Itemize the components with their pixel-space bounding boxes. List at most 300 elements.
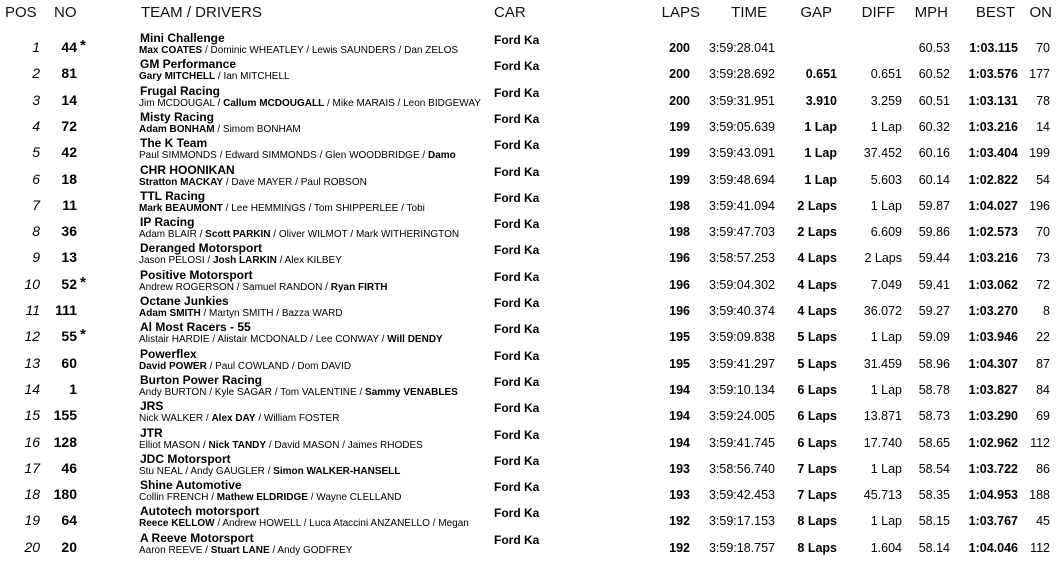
row-laps: 198 [669, 198, 690, 213]
row-diff: 45.713 [863, 488, 902, 503]
row-time: 3:59:41.297 [708, 356, 775, 371]
driver-name: Mark BEAUMONT [139, 202, 223, 214]
driver-name: Adam SMITH [139, 308, 201, 319]
row-car: Ford Ka [494, 322, 540, 337]
driver-name: Scott PARKIN [205, 229, 271, 241]
driver-separator: / [429, 518, 439, 530]
row-gap: 8 Laps [797, 514, 837, 529]
row-on: 70 [1036, 41, 1050, 55]
row-time: 3:59:43.091 [708, 146, 775, 161]
row-drivers [139, 440, 423, 452]
header-on: ON [1029, 4, 1052, 21]
row-time: 3:58:57.253 [708, 251, 775, 266]
row-mph: 58.15 [918, 514, 950, 529]
driver-name: Paul SIMMONDS [139, 150, 217, 162]
row-drivers [139, 45, 458, 57]
row-diff: 1 Lap [870, 330, 902, 345]
driver-separator: / [316, 150, 326, 162]
driver-separator: / [395, 45, 405, 56]
driver-name: Andy GAUGLER [190, 465, 265, 477]
header-no: NO [54, 4, 77, 21]
driver-separator: / [196, 229, 206, 241]
driver-separator: / [234, 281, 243, 293]
row-on: 8 [1043, 304, 1050, 318]
row-pos: 20 [24, 538, 40, 555]
row-no: 20 [61, 538, 77, 555]
driver-name: Megan [438, 518, 469, 530]
row-laps: 200 [669, 93, 690, 108]
row-on: 69 [1036, 409, 1050, 424]
row-pos: 12 [24, 328, 40, 345]
driver-separator: / [303, 45, 312, 56]
row-laps: 193 [669, 461, 690, 476]
row-best: 1:03.404 [968, 146, 1018, 161]
row-mph: 59.44 [918, 251, 950, 266]
row-mph: 58.14 [918, 540, 950, 555]
row-pos: 1 [32, 39, 40, 55]
row-team: JTR [140, 425, 163, 440]
driver-name: James RHODES [347, 439, 423, 451]
row-no: 128 [53, 433, 77, 450]
row-drivers [139, 361, 351, 373]
row-on: 199 [1029, 146, 1050, 161]
row-no: 55 [61, 328, 77, 345]
table-row [0, 190, 1062, 216]
table-row [0, 427, 1062, 453]
row-diff: 1 Lap [870, 461, 902, 476]
row-pos: 18 [24, 486, 40, 503]
row-on: 112 [1030, 540, 1050, 555]
row-car: Ford Ka [494, 59, 540, 74]
driver-name: Tom SHIPPERLEE [313, 202, 399, 214]
row-laps: 195 [669, 330, 690, 345]
driver-separator: / [264, 465, 274, 477]
row-mph: 58.35 [918, 488, 950, 503]
driver-separator: / [182, 465, 191, 477]
driver-name: David MASON [274, 439, 340, 451]
row-team: TTL Racing [140, 188, 206, 203]
row-time: 3:59:31.951 [708, 93, 775, 108]
driver-name: Ian MITCHELL [223, 71, 290, 83]
driver-name: Jason PELOSI [139, 255, 205, 267]
row-time: 3:59:47.703 [708, 225, 775, 240]
row-laps: 198 [669, 225, 690, 240]
row-no: 46 [61, 459, 77, 476]
table-row [0, 85, 1062, 111]
header-best: BEST [975, 4, 1015, 21]
row-pos: 2 [32, 65, 40, 82]
row-best: 1:03.722 [968, 461, 1018, 476]
row-best: 1:03.270 [968, 304, 1018, 318]
row-laps: 196 [669, 277, 690, 292]
row-pos: 3 [32, 91, 40, 108]
row-laps: 192 [669, 540, 690, 555]
driver-name: Max COATES [139, 45, 203, 56]
driver-name: Lewis SAUNDERS [311, 45, 396, 56]
driver-separator: / [272, 386, 281, 398]
driver-name: Callum MCDOUGALL [223, 97, 325, 109]
row-mph: 59.41 [918, 277, 950, 292]
row-laps: 200 [669, 41, 690, 55]
row-time: 3:59:48.694 [708, 172, 775, 187]
row-laps: 199 [669, 172, 690, 187]
row-gap: 1 Lap [804, 146, 837, 161]
row-car: Ford Ka [494, 164, 540, 179]
driver-name: Nick WALKER [139, 413, 204, 425]
driver-name: David POWER [139, 360, 207, 372]
row-best: 1:03.827 [968, 382, 1018, 397]
row-drivers [139, 71, 290, 83]
driver-separator: / [208, 492, 217, 504]
row-no: 14 [61, 91, 77, 108]
row-diff: 0.651 [870, 67, 902, 82]
row-pos: 17 [24, 459, 40, 476]
row-best: 1:04.027 [968, 198, 1018, 213]
driver-name: Dave MAYER [231, 176, 293, 188]
driver-name: Lee CONWAY [315, 334, 379, 346]
table-row [0, 32, 1062, 58]
row-no: 180 [53, 486, 77, 503]
row-star: * [80, 273, 86, 291]
driver-name: Paul ROBSON [300, 176, 367, 188]
driver-name: Damo [427, 150, 456, 162]
row-car: Ford Ka [494, 506, 540, 521]
row-pos: 8 [32, 223, 40, 240]
row-drivers [139, 466, 400, 478]
driver-separator: / [305, 202, 314, 214]
row-time: 3:59:41.745 [708, 435, 775, 450]
row-car: Ford Ka [494, 111, 540, 126]
row-team: Deranged Motorsport [140, 241, 263, 256]
row-team: IP Racing [140, 215, 195, 230]
driver-name: Dan ZELOS [404, 45, 459, 56]
driver-separator: / [266, 439, 275, 451]
row-diff: 7.049 [870, 277, 902, 292]
driver-separator: / [216, 150, 226, 162]
row-team: Powerflex [140, 346, 197, 361]
row-on: 54 [1036, 172, 1050, 187]
driver-separator: / [307, 334, 316, 346]
row-mph: 59.86 [918, 225, 950, 240]
row-no: 18 [61, 170, 77, 187]
row-time: 3:59:28.041 [708, 41, 775, 55]
header-team: TEAM / DRIVERS [141, 4, 262, 21]
row-drivers [139, 177, 367, 189]
row-diff: 37.452 [863, 146, 902, 161]
driver-separator: / [200, 439, 209, 451]
row-gap: 2 Laps [797, 225, 837, 240]
row-on: 86 [1036, 461, 1050, 476]
row-team: Mini Challenge [140, 31, 225, 45]
row-team: Positive Motorsport [140, 267, 253, 282]
driver-separator: / [322, 281, 331, 293]
row-on: 78 [1036, 93, 1050, 108]
row-no: 1 [69, 380, 77, 397]
row-on: 112 [1030, 435, 1050, 450]
table-row [0, 400, 1062, 426]
row-laps: 199 [669, 146, 690, 161]
row-best: 1:03.946 [968, 330, 1018, 345]
row-laps: 196 [669, 251, 690, 266]
row-gap: 4 Laps [797, 304, 837, 318]
row-drivers [139, 334, 443, 346]
row-mph: 60.51 [918, 93, 950, 108]
driver-name: Alistair MCDONALD [217, 334, 308, 346]
driver-name: Josh LARKIN [212, 255, 277, 267]
row-gap: 6 Laps [797, 409, 837, 424]
driver-separator: / [273, 308, 282, 319]
row-pos: 10 [24, 275, 40, 292]
driver-separator: / [209, 334, 218, 346]
row-time: 3:58:56.740 [708, 461, 775, 476]
row-drivers [139, 492, 402, 504]
row-gap: 5 Laps [797, 356, 837, 371]
header-diff: DIFF [861, 4, 895, 21]
row-best: 1:03.115 [969, 41, 1018, 55]
row-diff: 3.259 [870, 93, 902, 108]
row-team: GM Performance [140, 57, 237, 72]
driver-separator: / [204, 255, 213, 267]
table-row [0, 137, 1062, 163]
row-gap: 6 Laps [797, 382, 837, 397]
row-diff: 1 Lap [870, 514, 902, 529]
row-diff: 5.603 [870, 172, 902, 187]
row-laps: 200 [669, 67, 690, 82]
driver-name: Sammy VENABLES [365, 386, 458, 398]
row-diff: 17.740 [863, 435, 902, 450]
driver-separator: / [214, 123, 223, 135]
row-team: JDC Motorsport [140, 451, 231, 466]
row-car: Ford Ka [494, 427, 540, 442]
table-row [0, 321, 1062, 347]
row-drivers [139, 308, 343, 320]
header-mph: MPH [914, 4, 948, 21]
table-row [0, 453, 1062, 479]
row-car: Ford Ka [494, 453, 540, 468]
row-laps: 193 [669, 488, 690, 503]
driver-separator: / [398, 202, 407, 214]
row-laps: 194 [669, 435, 690, 450]
table-row [0, 111, 1062, 137]
driver-separator: / [203, 413, 212, 425]
driver-name: Luca Ataccini ANZANELLO [309, 518, 430, 530]
row-car: Ford Ka [494, 138, 540, 153]
driver-name: Aaron REEVE [139, 544, 203, 556]
row-gap: 8 Laps [797, 540, 837, 555]
driver-name: Adam BONHAM [139, 123, 215, 135]
row-best: 1:02.573 [968, 225, 1018, 240]
row-on: 188 [1029, 488, 1050, 503]
row-no: 44 [61, 39, 77, 55]
driver-name: Andy BURTON [139, 386, 207, 398]
header-time: TIME [731, 4, 767, 21]
driver-separator: / [347, 229, 356, 241]
row-diff: 1 Lap [870, 119, 902, 134]
driver-name: Tobi [406, 202, 425, 214]
row-gap: 0.651 [805, 67, 837, 82]
row-laps: 199 [669, 119, 690, 134]
row-mph: 59.87 [918, 198, 950, 213]
row-mph: 58.54 [918, 461, 950, 476]
driver-separator: / [292, 176, 301, 188]
row-time: 3:59:28.692 [708, 67, 775, 82]
table-row [0, 348, 1062, 374]
row-time: 3:59:04.302 [708, 277, 775, 292]
row-team: Octane Junkies [140, 294, 229, 308]
driver-name: Ryan FIRTH [330, 281, 388, 293]
driver-name: Leon BIDGEWAY [403, 97, 481, 109]
row-on: 84 [1036, 382, 1050, 397]
row-team: Frugal Racing [140, 83, 221, 98]
row-best: 1:04.046 [968, 540, 1018, 555]
driver-name: Simom BONHAM [222, 123, 301, 135]
row-car: Ford Ka [494, 33, 540, 47]
driver-name: Wayne CLELLAND [316, 492, 402, 504]
driver-name: Stu NEAL [139, 465, 183, 477]
row-mph: 58.96 [918, 356, 950, 371]
row-time: 3:59:05.639 [708, 119, 775, 134]
table-row [0, 164, 1062, 190]
driver-name: Tom VALENTINE [280, 386, 357, 398]
row-car: Ford Ka [494, 269, 540, 284]
row-mph: 58.73 [918, 409, 950, 424]
driver-name: Gary MITCHELL [139, 71, 216, 83]
header-pos: POS [5, 4, 37, 21]
row-diff: 6.609 [870, 225, 902, 240]
row-gap: 1 Lap [804, 119, 837, 134]
row-pos: 9 [32, 249, 40, 266]
driver-name: Adam BLAIR [139, 229, 197, 241]
row-team: CHR HOONIKAN [140, 162, 235, 177]
row-team: A Reeve Motorsport [140, 530, 254, 545]
row-team: JRS [140, 399, 164, 414]
driver-separator: / [324, 97, 333, 109]
driver-name: Mike MARAIS [332, 97, 395, 109]
table-row [0, 216, 1062, 242]
driver-name: Bazza WARD [281, 308, 343, 319]
row-mph: 60.14 [918, 172, 950, 187]
driver-name: Stratton MACKAY [139, 176, 224, 188]
row-team: Misty Racing [140, 109, 215, 124]
row-pos: 16 [24, 433, 40, 450]
row-car: Ford Ka [494, 532, 540, 547]
driver-separator: / [223, 176, 232, 188]
row-team: Burton Power Racing [140, 372, 263, 387]
header-car: CAR [494, 4, 526, 21]
driver-separator: / [222, 202, 232, 214]
driver-separator: / [214, 97, 224, 109]
row-car: Ford Ka [494, 217, 540, 232]
driver-separator: / [378, 334, 388, 346]
driver-name: Elliot MASON [139, 439, 201, 451]
row-car: Ford Ka [494, 480, 540, 495]
row-on: 177 [1029, 67, 1050, 82]
row-gap: 6 Laps [797, 435, 837, 450]
row-pos: 11 [25, 302, 40, 318]
row-drivers [139, 255, 342, 267]
row-pos: 5 [32, 144, 40, 161]
row-time: 3:59:18.757 [708, 540, 775, 555]
row-pos: 7 [32, 196, 40, 213]
row-drivers [139, 98, 481, 110]
row-car: Ford Ka [494, 190, 540, 205]
row-best: 1:03.767 [968, 514, 1018, 529]
row-pos: 15 [24, 407, 40, 424]
driver-separator: / [214, 518, 223, 530]
driver-separator: / [200, 308, 210, 319]
row-car: Ford Ka [494, 348, 540, 363]
row-mph: 60.16 [918, 146, 950, 161]
driver-separator: / [300, 518, 310, 530]
driver-separator: / [276, 255, 285, 267]
table-row [0, 479, 1062, 505]
driver-name: Simon WALKER-HANSELL [273, 465, 401, 477]
row-on: 72 [1036, 277, 1050, 292]
row-time: 3:59:10.134 [708, 382, 775, 397]
driver-name: Andrew ROGERSON [139, 281, 235, 293]
driver-name: Glen WOODBRIDGE [325, 150, 420, 162]
row-pos: 14 [24, 380, 40, 397]
row-diff: 1 Lap [870, 198, 902, 213]
row-drivers [139, 387, 458, 399]
row-mph: 59.27 [918, 304, 950, 318]
row-drivers [139, 150, 456, 162]
row-no: 64 [61, 512, 77, 529]
driver-name: Andrew HOWELL [222, 518, 301, 530]
row-drivers [139, 203, 425, 215]
row-best: 1:03.131 [968, 93, 1018, 108]
row-mph: 58.78 [918, 382, 950, 397]
driver-name: Andy GODFREY [277, 544, 353, 556]
row-best: 1:03.216 [968, 251, 1018, 266]
row-time: 3:59:17.153 [708, 514, 775, 529]
row-no: 81 [61, 65, 77, 82]
row-car: Ford Ka [494, 85, 540, 100]
row-drivers [139, 282, 387, 294]
row-team: Al Most Racers - 55 [140, 320, 251, 335]
driver-separator: / [202, 544, 211, 556]
row-diff: 13.871 [863, 409, 902, 424]
row-diff: 36.072 [863, 304, 902, 318]
row-mph: 60.53 [918, 41, 950, 55]
row-on: 22 [1036, 330, 1050, 345]
row-diff: 1 Lap [870, 382, 902, 397]
row-pos: 13 [24, 354, 40, 371]
row-pos: 4 [32, 117, 40, 134]
driver-name: Will DENDY [387, 334, 443, 346]
row-best: 1:04.953 [968, 488, 1018, 503]
row-team: Shine Automotive [140, 478, 242, 493]
driver-separator: / [394, 97, 404, 109]
row-on: 196 [1029, 198, 1050, 213]
driver-name: Nick TANDY [208, 439, 267, 451]
driver-separator: / [255, 413, 264, 425]
driver-name: Alex DAY [211, 413, 256, 425]
row-gap: 3.910 [805, 93, 837, 108]
driver-separator: / [289, 360, 298, 372]
driver-name: Alistair HARDIE [139, 334, 210, 346]
row-on: 45 [1036, 514, 1050, 529]
row-gap: 4 Laps [797, 251, 837, 266]
driver-separator: / [206, 386, 215, 398]
row-pos: 6 [32, 170, 40, 187]
row-drivers [139, 545, 352, 557]
row-time: 3:59:24.005 [708, 409, 775, 424]
driver-separator: / [215, 71, 224, 83]
row-laps: 195 [669, 356, 690, 371]
row-no: 36 [61, 223, 77, 240]
table-row [0, 269, 1062, 295]
